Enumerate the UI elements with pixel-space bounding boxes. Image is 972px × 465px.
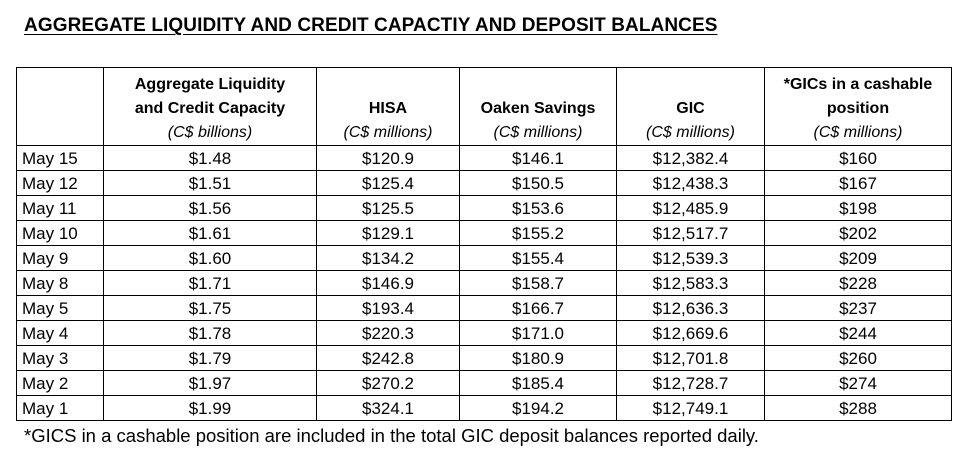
table-row: [17, 196, 952, 221]
cell-cashable-gics: $209: [765, 246, 952, 271]
table-row: [17, 146, 952, 171]
cell-gic: $12,517.7: [617, 221, 765, 246]
table-header-row: [17, 68, 952, 146]
page-title: AGGREGATE LIQUIDITY AND CREDIT CAPACTIY AND DEPOSIT BALANCES: [24, 15, 718, 36]
header-liquidity: [104, 68, 317, 146]
header-unit: (C$ billions): [167, 124, 253, 141]
table-row: [17, 321, 952, 346]
table-row: [17, 396, 952, 421]
cell-cashable-gics: $160: [765, 146, 952, 171]
cell-cashable-gics: $198: [765, 196, 952, 221]
cell-gic: $12,749.1: [617, 396, 765, 421]
cell-oaken-savings: $166.7: [460, 296, 617, 321]
cell-liquidity: $1.97: [104, 371, 317, 396]
cell-date: May 9: [17, 246, 104, 271]
table-body: [17, 146, 952, 421]
table-row: [17, 271, 952, 296]
cell-hisa: $125.5: [317, 196, 460, 221]
cell-liquidity: $1.61: [104, 221, 317, 246]
header-label: GIC: [676, 100, 705, 117]
cell-cashable-gics: $237: [765, 296, 952, 321]
cell-hisa: $129.1: [317, 221, 460, 246]
cell-date: May 15: [17, 146, 104, 171]
cell-oaken-savings: $194.2: [460, 396, 617, 421]
cell-cashable-gics: $228: [765, 271, 952, 296]
cell-cashable-gics: $202: [765, 221, 952, 246]
cell-cashable-gics: $288: [765, 396, 952, 421]
cell-gic: $12,669.6: [617, 321, 765, 346]
cell-oaken-savings: $155.4: [460, 246, 617, 271]
header-oaken-savings: [460, 68, 617, 146]
cell-liquidity: $1.51: [104, 171, 317, 196]
cell-date: May 4: [17, 321, 104, 346]
cell-oaken-savings: $155.2: [460, 221, 617, 246]
cell-liquidity: $1.60: [104, 246, 317, 271]
cell-liquidity: $1.75: [104, 296, 317, 321]
cell-date: May 3: [17, 346, 104, 371]
cell-liquidity: $1.78: [104, 321, 317, 346]
cell-hisa: $125.4: [317, 171, 460, 196]
cell-hisa: $134.2: [317, 246, 460, 271]
header-unit: (C$ millions): [493, 124, 583, 141]
cell-oaken-savings: $158.7: [460, 271, 617, 296]
header-label: Aggregate Liquidity and Credit Capacity: [134, 76, 286, 117]
cell-oaken-savings: $146.1: [460, 146, 617, 171]
cell-gic: $12,728.7: [617, 371, 765, 396]
cell-oaken-savings: $150.5: [460, 171, 617, 196]
table-row: [17, 171, 952, 196]
header-gic: [617, 68, 765, 146]
cell-liquidity: $1.48: [104, 146, 317, 171]
cell-cashable-gics: $274: [765, 371, 952, 396]
footnote: *GICS in a cashable position are included in the total GIC deposit balances reported daily.: [24, 425, 759, 446]
deposit-balances-table: [16, 67, 952, 421]
cell-hisa: $242.8: [317, 346, 460, 371]
cell-cashable-gics: $260: [765, 346, 952, 371]
header-hisa: [317, 68, 460, 146]
cell-hisa: $120.9: [317, 146, 460, 171]
cell-liquidity: $1.79: [104, 346, 317, 371]
header-label: HISA: [368, 100, 408, 117]
cell-hisa: $193.4: [317, 296, 460, 321]
cell-liquidity: $1.99: [104, 396, 317, 421]
table-row: [17, 246, 952, 271]
header-cashable-gics: [765, 68, 952, 146]
cell-oaken-savings: $171.0: [460, 321, 617, 346]
table-row: [17, 371, 952, 396]
table-row: [17, 221, 952, 246]
cell-date: May 12: [17, 171, 104, 196]
cell-gic: $12,636.3: [617, 296, 765, 321]
cell-date: May 8: [17, 271, 104, 296]
cell-hisa: $270.2: [317, 371, 460, 396]
cell-gic: $12,438.3: [617, 171, 765, 196]
cell-date: May 11: [17, 196, 104, 221]
cell-hisa: $146.9: [317, 271, 460, 296]
cell-gic: $12,382.4: [617, 146, 765, 171]
header-label: *GICs in a cashable position: [783, 76, 933, 117]
cell-gic: $12,485.9: [617, 196, 765, 221]
cell-date: May 1: [17, 396, 104, 421]
cell-gic: $12,539.3: [617, 246, 765, 271]
cell-oaken-savings: $180.9: [460, 346, 617, 371]
cell-date: May 2: [17, 371, 104, 396]
cell-hisa: $220.3: [317, 321, 460, 346]
cell-cashable-gics: $167: [765, 171, 952, 196]
header-unit: (C$ millions): [813, 124, 903, 141]
cell-liquidity: $1.56: [104, 196, 317, 221]
table-row: [17, 296, 952, 321]
table-row: [17, 346, 952, 371]
cell-liquidity: $1.71: [104, 271, 317, 296]
cell-oaken-savings: $153.6: [460, 196, 617, 221]
cell-date: May 10: [17, 221, 104, 246]
cell-cashable-gics: $244: [765, 321, 952, 346]
header-unit: (C$ millions): [646, 124, 735, 141]
cell-gic: $12,701.8: [617, 346, 765, 371]
cell-hisa: $324.1: [317, 396, 460, 421]
header-label: Oaken Savings: [480, 100, 596, 117]
header-unit: (C$ millions): [343, 124, 433, 141]
cell-oaken-savings: $185.4: [460, 371, 617, 396]
cell-gic: $12,583.3: [617, 271, 765, 296]
header-date: [17, 68, 104, 146]
cell-date: May 5: [17, 296, 104, 321]
